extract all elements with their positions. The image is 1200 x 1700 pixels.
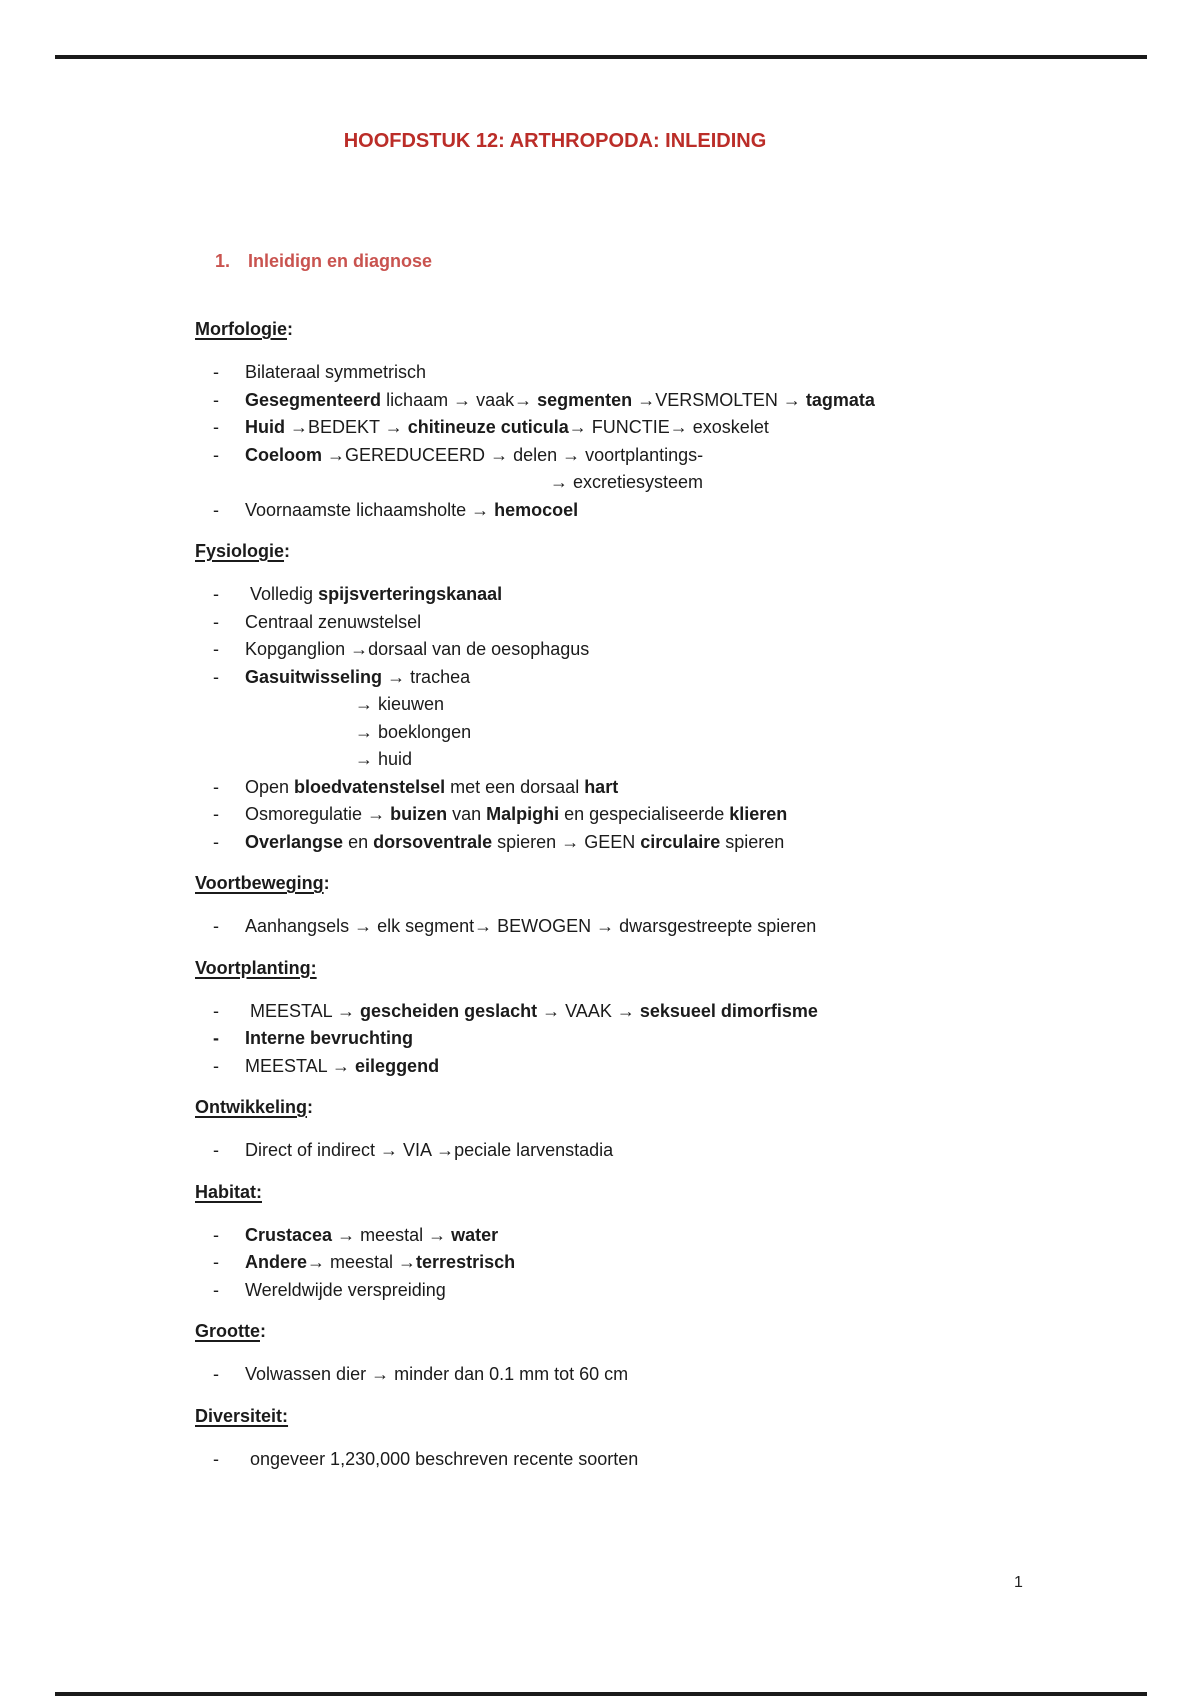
list-item-text (355, 719, 471, 747)
text-segment: BEWOGEN (492, 916, 597, 936)
text-segment: circulaire (640, 831, 721, 852)
arrow-glyph: → (436, 1140, 455, 1160)
list-item-text (245, 1053, 439, 1081)
arrow-glyph: → (327, 444, 346, 465)
list-item (195, 1446, 915, 1474)
bottom-rule (55, 1692, 1147, 1696)
text-segment: MEESTAL (245, 1000, 338, 1021)
text-segment: Gesegmenteerd (245, 389, 382, 410)
text-segment: en gespecialiseerde (559, 804, 730, 824)
arrow-glyph: → (568, 417, 587, 437)
arrow-glyph: → (332, 1055, 351, 1076)
text-segment: peciale larvenstadia (454, 1140, 614, 1160)
list-item-text (245, 359, 426, 387)
list-item-text (245, 609, 421, 637)
text-segment: boeklongen (373, 721, 472, 742)
arrow-glyph: → (490, 444, 509, 465)
bullet-dash: - (213, 389, 219, 410)
arrow-glyph: → (380, 1140, 399, 1160)
arrow-glyph: → (453, 389, 472, 410)
bullet-dash: - (213, 639, 219, 659)
list-item (195, 774, 915, 802)
list-item (195, 746, 915, 774)
section-heading-label: Morfologie (195, 319, 287, 339)
text-segment: elk segment (372, 916, 475, 936)
arrow-glyph: → (387, 666, 406, 687)
section-heading: Morfologie: (195, 319, 293, 339)
text-segment: Kopganglion (245, 639, 351, 659)
list-item (195, 442, 915, 470)
list-item (195, 1277, 915, 1305)
arrow-glyph: → (637, 389, 656, 410)
text-segment: lichaam (381, 389, 454, 410)
page-title: HOOFDSTUK 12: ARTHROPODA: INLEIDING (343, 130, 767, 152)
text-segment: dorsaal van de oesophagus (368, 639, 590, 659)
list-item (195, 1137, 915, 1165)
arrow-glyph: → (350, 639, 369, 659)
top-rule (55, 55, 1147, 59)
text-segment: VERSMOLTEN (655, 389, 783, 410)
text-segment: dorsoventrale (373, 831, 493, 852)
list-item (195, 497, 915, 525)
list-item-text (245, 1222, 498, 1250)
list-item-text (245, 829, 784, 857)
list-item-text (245, 913, 816, 941)
text-segment: hart (584, 776, 619, 797)
text-segment: buizen (390, 804, 448, 824)
document-page (195, 128, 915, 1473)
list-item (195, 664, 915, 692)
list-item-text (245, 1249, 515, 1277)
text-segment: VIA (398, 1140, 437, 1160)
bullet-dash: - (213, 666, 219, 687)
text-segment: seksueel dimorfisme (639, 1000, 818, 1021)
list-item-text (355, 746, 412, 774)
list-item (195, 913, 915, 941)
list-item (195, 1361, 915, 1389)
arrow-glyph: → (307, 1252, 326, 1272)
text-segment: Volwassen dier (245, 1364, 372, 1384)
text-segment: hemocoel (494, 499, 579, 520)
text-segment: Gasuitwisseling (245, 666, 383, 687)
text-segment: BEDEKT (308, 417, 385, 437)
text-segment: Malpighi (486, 804, 560, 824)
list-item (195, 1249, 915, 1277)
list-item-text (245, 497, 578, 525)
text-segment: spijsverteringskanaal (318, 584, 503, 604)
text-segment: Crustacea (245, 1224, 333, 1245)
text-segment: chitineuze cuticula (407, 417, 569, 437)
text-segment: huid (373, 749, 413, 769)
section-heading: Voortbeweging: (195, 873, 330, 893)
section-heading-label: Habitat: (195, 1181, 262, 1202)
list-item (195, 581, 915, 609)
text-segment: minder dan 0.1 mm tot 60 cm (389, 1364, 629, 1384)
bullet-dash: - (213, 1028, 219, 1048)
list-item-text (245, 664, 470, 692)
list-item-text (245, 387, 875, 415)
arrow-glyph: → (514, 389, 533, 410)
text-segment: Voornaamste lichaamsholte (245, 499, 472, 520)
text-segment: vaak (471, 389, 515, 410)
text-segment: Wereldwijde verspreiding (245, 1279, 446, 1300)
text-segment: FUNCTIE (586, 417, 670, 437)
section-heading (195, 1403, 915, 1430)
text-segment: Andere (245, 1252, 308, 1272)
text-segment: tagmata (805, 389, 875, 410)
arrow-glyph: → (474, 916, 493, 936)
bullet-dash: - (213, 1279, 219, 1300)
text-segment: voortplantings- (580, 444, 704, 465)
arrow-glyph: → (542, 1000, 561, 1021)
document-content (195, 316, 915, 1473)
text-segment: water (451, 1224, 499, 1245)
list-item (195, 359, 915, 387)
text-segment: Centraal zenuwstelsel (245, 611, 422, 632)
arrow-glyph: → (596, 916, 615, 936)
bullet-dash: - (213, 831, 219, 852)
text-segment: Bilateraal symmetrisch (245, 362, 427, 382)
list-item (195, 387, 915, 415)
list-item (195, 829, 915, 857)
heading-label: Inleidign en diagnose (248, 251, 433, 271)
text-segment: Osmoregulatie (245, 804, 368, 824)
text-segment: Coeloom (245, 444, 323, 465)
list-item (195, 414, 915, 442)
list-item (195, 469, 915, 497)
list-item-text (245, 636, 589, 664)
list-item-text (245, 581, 502, 609)
list-item (195, 636, 915, 664)
arrow-glyph: → (428, 1224, 447, 1245)
arrow-glyph: → (384, 417, 403, 437)
section-heading-label: Voortplanting: (195, 957, 317, 978)
bullet-dash: - (213, 1252, 219, 1272)
bullet-dash: - (213, 1055, 219, 1076)
text-segment: Interne bevruchting (245, 1028, 414, 1048)
text-segment: dwarsgestreepte spieren (614, 916, 817, 936)
bullet-dash: - (213, 776, 219, 797)
list-item (195, 1053, 915, 1081)
text-segment: Volledig (245, 584, 319, 604)
bullet-dash: - (213, 362, 219, 382)
arrow-glyph: → (355, 694, 373, 714)
list-item (195, 998, 915, 1026)
bullet-dash: - (213, 1224, 219, 1245)
list-item-text (245, 998, 818, 1026)
text-segment: MEESTAL (245, 1055, 333, 1076)
text-segment: VAAK (560, 1000, 617, 1021)
arrow-glyph: → (355, 721, 373, 742)
section-heading: Grootte: (195, 1321, 266, 1341)
text-segment: spieren (492, 831, 562, 852)
bullet-dash: - (213, 1364, 219, 1384)
arrow-glyph: → (782, 389, 801, 410)
bullet-dash: - (213, 417, 219, 437)
bullet-dash: - (213, 611, 219, 632)
list-item-text (245, 414, 769, 442)
text-segment: terrestrisch (416, 1252, 516, 1272)
section-heading: Ontwikkeling: (195, 1097, 314, 1117)
arrow-glyph: → (398, 1252, 417, 1272)
arrow-glyph: → (367, 804, 386, 824)
text-segment: GEEN (579, 831, 641, 852)
text-segment: meestal (325, 1252, 399, 1272)
list-item-text (245, 774, 618, 802)
list-item (195, 719, 915, 747)
list-item-text (245, 1277, 446, 1305)
list-item-text (245, 1446, 638, 1474)
text-segment: kieuwen (373, 694, 445, 714)
arrow-glyph: → (290, 417, 309, 437)
arrow-glyph: → (337, 1000, 356, 1021)
list-item-text (245, 801, 787, 829)
list-item (195, 1025, 915, 1053)
list-item-text (245, 1137, 613, 1165)
text-segment: klieren (729, 804, 788, 824)
arrow-glyph: → (337, 1224, 356, 1245)
text-segment: GEREDUCEERD (345, 444, 491, 465)
bullet-dash: - (213, 1000, 219, 1021)
arrow-glyph: → (371, 1364, 390, 1384)
text-segment: delen (508, 444, 563, 465)
text-segment: meestal (355, 1224, 429, 1245)
arrow-glyph: → (616, 1000, 635, 1021)
list-item-text (245, 1361, 628, 1389)
text-segment: eileggend (355, 1055, 440, 1076)
text-segment: segmenten (537, 389, 633, 410)
section-heading-label: Voortbeweging (195, 873, 324, 893)
list-item-text (245, 442, 703, 470)
text-segment: bloedvatenstelsel (294, 776, 446, 797)
bullet-dash: - (213, 804, 219, 824)
section-heading-label: Ontwikkeling (195, 1097, 308, 1117)
text-segment: van (447, 804, 487, 824)
text-segment: excretiesysteem (568, 472, 704, 492)
bullet-dash: - (213, 1140, 219, 1160)
text-segment: en (343, 831, 374, 852)
section-heading: Fysiologie: (195, 541, 291, 561)
text-segment: exoskelet (687, 417, 769, 437)
text-segment: Aanhangsels (245, 916, 355, 936)
bullet-dash: - (213, 499, 219, 520)
section-heading-label: Fysiologie (195, 541, 285, 561)
section-heading (195, 1179, 915, 1206)
text-segment: spieren (720, 831, 785, 852)
section-heading-label: Grootte (195, 1321, 260, 1341)
text-segment: Huid (245, 417, 285, 437)
arrow-glyph: → (550, 472, 568, 492)
list-item (195, 801, 915, 829)
list-item-text (245, 1025, 413, 1053)
arrow-glyph: → (669, 417, 688, 437)
arrow-glyph: → (471, 499, 490, 520)
bullet-dash: - (213, 1448, 219, 1469)
bullet-dash: - (213, 584, 219, 604)
text-segment: ongeveer 1,230,000 beschreven recente soorten (245, 1448, 639, 1469)
list-item-text (550, 469, 703, 497)
section-number-heading (195, 221, 915, 302)
list-item (195, 1222, 915, 1250)
arrow-glyph: → (562, 444, 581, 465)
page-number: 1 (1014, 1574, 1023, 1591)
text-segment: Open (245, 776, 295, 797)
arrow-glyph: → (355, 749, 373, 769)
text-segment: Direct of indirect (245, 1140, 381, 1160)
list-item-text (355, 691, 444, 719)
text-segment: met een dorsaal (445, 776, 585, 797)
list-item (195, 609, 915, 637)
arrow-glyph: → (354, 916, 373, 936)
bullet-dash: - (213, 916, 219, 936)
list-item (195, 691, 915, 719)
bullet-dash: - (213, 444, 219, 465)
arrow-glyph: → (561, 831, 580, 852)
text-segment: Overlangse (245, 831, 344, 852)
section-heading-label: Diversiteit: (195, 1405, 289, 1426)
text-segment: trachea (405, 666, 471, 687)
text-segment: gescheiden geslacht (360, 1000, 538, 1021)
heading-number: 1. (215, 251, 231, 271)
section-heading (195, 955, 915, 982)
